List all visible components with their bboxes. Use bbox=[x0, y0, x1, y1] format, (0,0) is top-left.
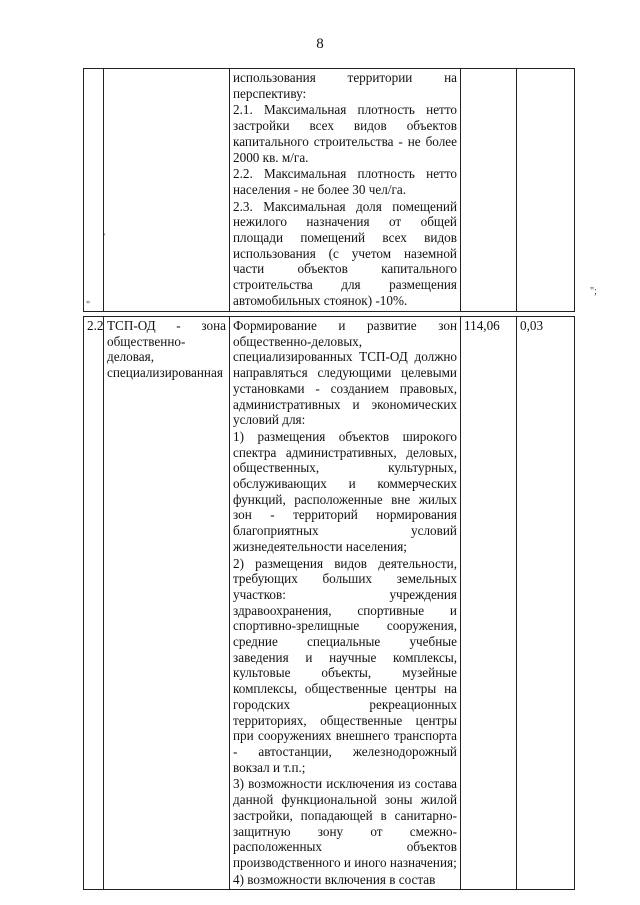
table-row bbox=[84, 317, 575, 890]
description-paragraph: 2) размещения видов деятельности, требующих больших земельных участков: учреждения здравоохранения, спортивные и спортивно-зрелищные сооружения, средние специальные учебные заведения и научные комплексы, культовые объекты, музейные комплексы, общественные центры на городских рекреационных территориях, общественные центры при сооружениях внешнего транспорта - автостанции, железнодорожный вокзал и т.п.; bbox=[233, 555, 457, 775]
quote-mark-right: "; bbox=[590, 286, 597, 297]
zoning-table-continuation bbox=[83, 68, 575, 312]
page-number: 8 bbox=[316, 36, 324, 52]
row-number-cell bbox=[84, 69, 104, 312]
zone-description-cell bbox=[230, 317, 461, 890]
zone-name: ТСП-ОД - зона общественно-деловая, специализированная bbox=[107, 318, 226, 381]
table-row bbox=[84, 69, 575, 312]
description-paragraph: Формирование и развитие зон общественно-деловых, специализированных ТСП-ОД должно направляться следующими целевыми установками - созданием правовых, административных и экономических условий для: bbox=[233, 318, 457, 428]
percent-cell bbox=[517, 69, 575, 312]
quote-mark-left: " bbox=[86, 300, 91, 311]
description-paragraph: 2.3. Максимальная доля помещений нежилого назначения от общей площади помещений всех видов использования (с учетом наземной части объектов капитального строительства для размещения автомобильных стоянок) -10%. bbox=[233, 198, 457, 308]
description-paragraph: 2.1. Максимальная плотность нетто застройки всех видов объектов капитального строительства - не более 2000 кв. м/га. bbox=[233, 102, 457, 165]
description-paragraph: 1) размещения объектов широкого спектра административных, деловых, общественных, культурных, обслуживающих и коммерческих функций, расположенные вне жилых зон - территорий нормирования благоприятных условий жизнедеятельности населения; bbox=[233, 428, 457, 554]
description-paragraph: 3) возможности исключения из состава данной функциональной зоны жилой застройки, попадающей в санитарно-защитную зону от смежно-расположенных объектов производственного и иного назначения; bbox=[233, 776, 457, 870]
zoning-table bbox=[83, 316, 575, 890]
row-number-cell: 2.2 bbox=[84, 317, 104, 890]
zone-name-cell bbox=[104, 317, 230, 890]
percent-cell: 0,03 bbox=[517, 317, 575, 890]
zone-description-cell bbox=[230, 69, 461, 312]
area-cell: 114,06 bbox=[461, 317, 517, 890]
zone-name-cell bbox=[104, 69, 230, 312]
description-paragraph: 2.2. Максимальная плотность нетто населения - не более 30 чел/га. bbox=[233, 166, 457, 197]
margin-mark: ' bbox=[104, 232, 106, 241]
description-paragraph: 4) возможности включения в состав bbox=[233, 871, 436, 887]
area-cell bbox=[461, 69, 517, 312]
description-paragraph: использования территории на перспективу: bbox=[233, 70, 457, 101]
